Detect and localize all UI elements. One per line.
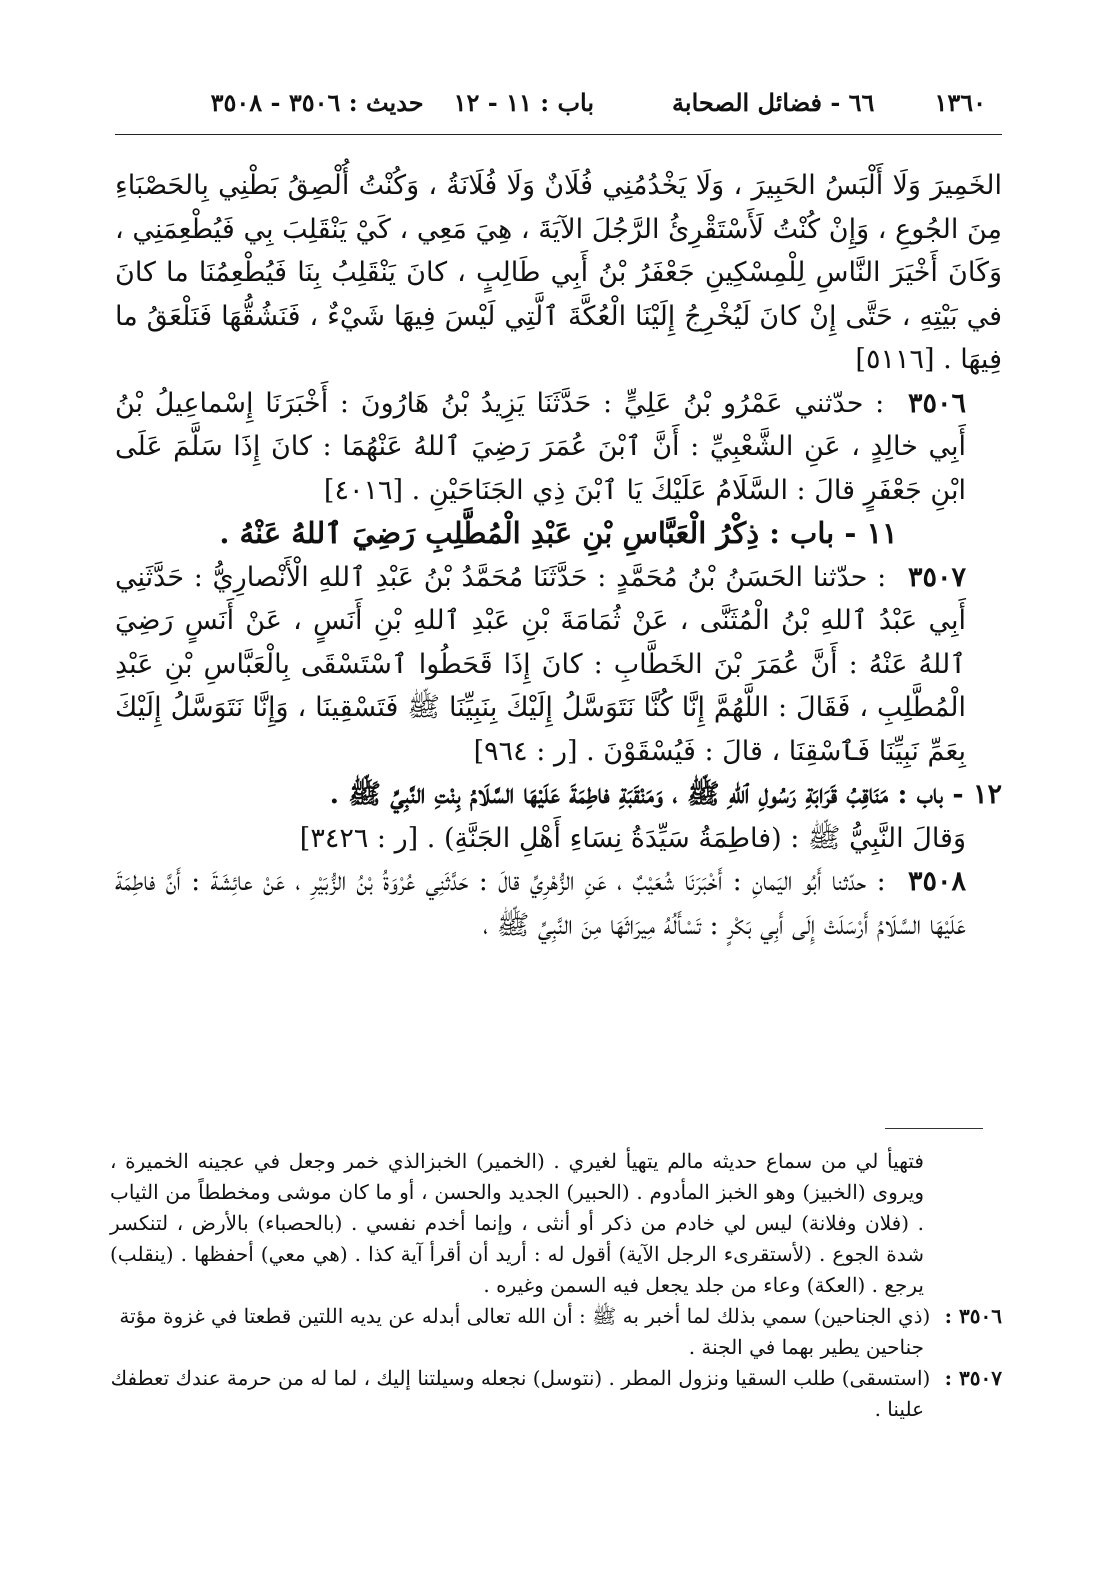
hadith-text: : حدّثنا الحَسَنُ بْنُ مُحَمَّدٍ : حَدَّثَنَا مُحَمَّدُ بْنُ عَبْدِ ٱللهِ الْأَنْصارِيُّ : حَدَّثَنِي أَبِي عَبْدُ ٱللهِ بْنُ الْمُثَنَّى ، عَنْ ثُمَامَةَ بْنِ عَبْدِ ٱللهِ بْنِ أَنَسٍ ، عَنْ أَنَسٍ رَضِيَ ٱللهُ عَنْهُ : أَنَّ عُمَرَ بْنَ الخَطَّابِ : كانَ إِذَا قَحَطُوا ٱسْتَسْقَى بِالْعَبَّاسِ بْنِ عَبْدِ الْمُطَّلِبِ ، فَقَالَ : اللَّهُمَّ إِنَّا كُنَّا نَتَوَسَّلُ إِلَيْكَ بِنَبِيِّنَا ﷺ فَتَسْقِينَا ، وَإِنَّا نَتَوَسَّلُ إِلَيْكَ بِعَمِّ نَبِيِّنَا فَٱسْقِنَا ، قالَ : فَيُسْقَوْنَ . [115, 561, 966, 767]
note-text-continued: جناحين يطير بهما في الجنة . [688, 1335, 924, 1359]
bab-11-heading: ١١ - باب : ذِكْرُ الْعَبَّاسِ بْنِ عَبْدِ الْمُطَّلِبِ رَضِيَ ٱللهُ عَنْهُ . [219, 516, 898, 550]
note-text: (استسقى) طلب السقيا ونزول المطر . (نتوسل) نجعله وسيلتنا إليك ، لما له من حرمة عندك تعطفك [110, 1366, 931, 1390]
running-header [118, 82, 986, 122]
hadith-text: : حدّثني عَمْرُو بْنُ عَلِيٍّ : حَدَّثَنَا يَزِيدُ بْنُ هَارُونَ : أَخْبَرَنَا إِسْماعِيلُ بْنُ أَبِي خالِدٍ ، عَنِ الشَّعْبِيِّ : أَنَّ ٱبْنَ عُمَرَ رَضِيَ ٱللهُ عَنْهُمَا : كانَ إِذَا سَلَّمَ عَلَى ابْنِ جَعْفَرٍ قالَ : السَّلَامُ عَلَيْكَ يَا ٱبْنَ ذِي الجَنَاحَيْنِ . [115, 387, 966, 506]
note-continuation: فتهيأ لي من سماع حديثه مالم يتهيأ لغيري . (الخمير) الخبزالذي خمر وجعل في عجينه الخميرة ، ويروى (الخبيز) وهو الخبز المأدوم . (الحبير) الجديد والحسن ، أو ما كان موشى ومخططاً من الثياب . (فلان وفلانة) ليس لي خادم من ذكر أو أنثى ، وإنما أخدم نفسي . (بالحصباء) بالأرض ، لتنكسر شدة الجوع . (لأستقرىء الرجل الآية) أقول له : أريد أن أقرأ آية كذا . (هي معي) أحفظها . (ينقلب) يرجع . (العكة) وعاء من جلد يجعل فيه السمن وغيره . [110, 1149, 925, 1297]
hadith-continuation [115, 164, 1002, 382]
cross-reference: [ر : ٣٤٢٦] [299, 822, 419, 854]
footnote-divider [885, 1128, 983, 1129]
bab-range: باب : ١١ - ١٢ [453, 87, 595, 117]
note-3507 [110, 1363, 1002, 1425]
page-number: ١٣٦٠ [934, 87, 986, 117]
hadith-3507 [115, 556, 1002, 774]
cross-reference: [٤٠١٦] [323, 474, 403, 506]
note-text-continued: علينا . [874, 1397, 924, 1421]
hadith-range: حديث : ٣٥٠٦ - ٣٥٠٨ [210, 87, 424, 117]
footnotes [110, 1146, 1002, 1425]
hadith-text: : حدّثنا أَبُو اليَمانِ : أَخْبَرَنَا شُعَيْبٌ ، عَنِ الزُّهْرِيِّ قالَ : حَدَّثَنِي عُرْوَةُ بْنُ الزُّبَيْرِ ، عَنْ عائِشَةَ : أَنَّ فاطِمَةَ عَلَيْهَا السَّلَامُ أَرْسَلَتْ إِلَى أَبِي بَكْرٍ : تَسْأَلُهُ مِيرَاثَهَا مِنَ النَّبِيِّ ﷺ ، [115, 866, 966, 941]
quote-text: وَقالَ النَّبِيُّ ﷺ : (فاطِمَةُ سَيِّدَةُ نِسَاءِ أَهْلِ الجَنَّةِ) . [426, 822, 966, 854]
hadith-3508 [115, 860, 1002, 947]
bab-12-heading: ١٢ - باب : مَنَاقِبُ قَرَابَةِ رَسُولِ ٱللهِ ﷺ ، وَمَنْقَبَةِ فاطِمَةَ عَلَيْهَا السَّلَامُ بِنْتِ النَّبِيِّ ﷺ . [329, 779, 1002, 810]
hadith-3506 [115, 382, 1002, 513]
note-text: (ذي الجناحين) سمي بذلك لما أخبر به ﷺ : أن الله تعالى أبدله عن يديه اللتين قطعتا في غزوة مؤتة [119, 1304, 931, 1328]
cross-reference: [ر : ٩٦٤] [473, 735, 578, 767]
hadith-number: ٣٥٠٧ [907, 561, 966, 593]
chapter-title: ٦٦ - فضائل الصحابة [672, 87, 875, 117]
note-number: ٣٥٠٧ : [944, 1366, 1002, 1390]
header-divider [115, 134, 1002, 135]
note-number: ٣٥٠٦ : [944, 1304, 1002, 1328]
main-text [115, 164, 1002, 947]
continuation-text: الخَمِيرَ وَلَا أَلْبَسُ الحَبِيرَ ، وَلَا يَخْدُمُنِي فُلَانٌ وَلَا فُلَانَةُ ، وَكُنْتُ أُلْصِقُ بَطْنِي بِالحَصْبَاءِ مِنَ الجُوعِ ، وَإِنْ كُنْتُ لَأَسْتَقْرِئُ الرَّجُلَ الآيَةَ ، هِيَ مَعِي ، كَيْ يَنْقَلِبَ بِي فَيُطْعِمَنِي ، وَكَانَ أَخْيَرَ النَّاسِ لِلْمِسْكِينِ جَعْفَرُ بْنُ أَبِي طَالِبٍ ، كانَ يَنْقَلِبُ بِنَا فَيُطْعِمُنَا ما كانَ في بَيْتِهِ ، حَتَّى إِنْ كانَ لَيُخْرِجُ إِلَيْنَا الْعُكَّةَ ٱلَّتِي لَيْسَ فِيهَا شَيْءٌ ، فَنَشُقُّهَا فَنَلْعَقُ ما فِيهَا . [115, 170, 1002, 375]
note-3506 [110, 1301, 1002, 1363]
hadith-number: ٣٥٠٦ [907, 387, 966, 419]
hadith-number: ٣٥٠٨ [907, 866, 966, 897]
cross-reference: [٥١١٦] [855, 344, 935, 375]
bab-12-quote [115, 817, 1002, 861]
